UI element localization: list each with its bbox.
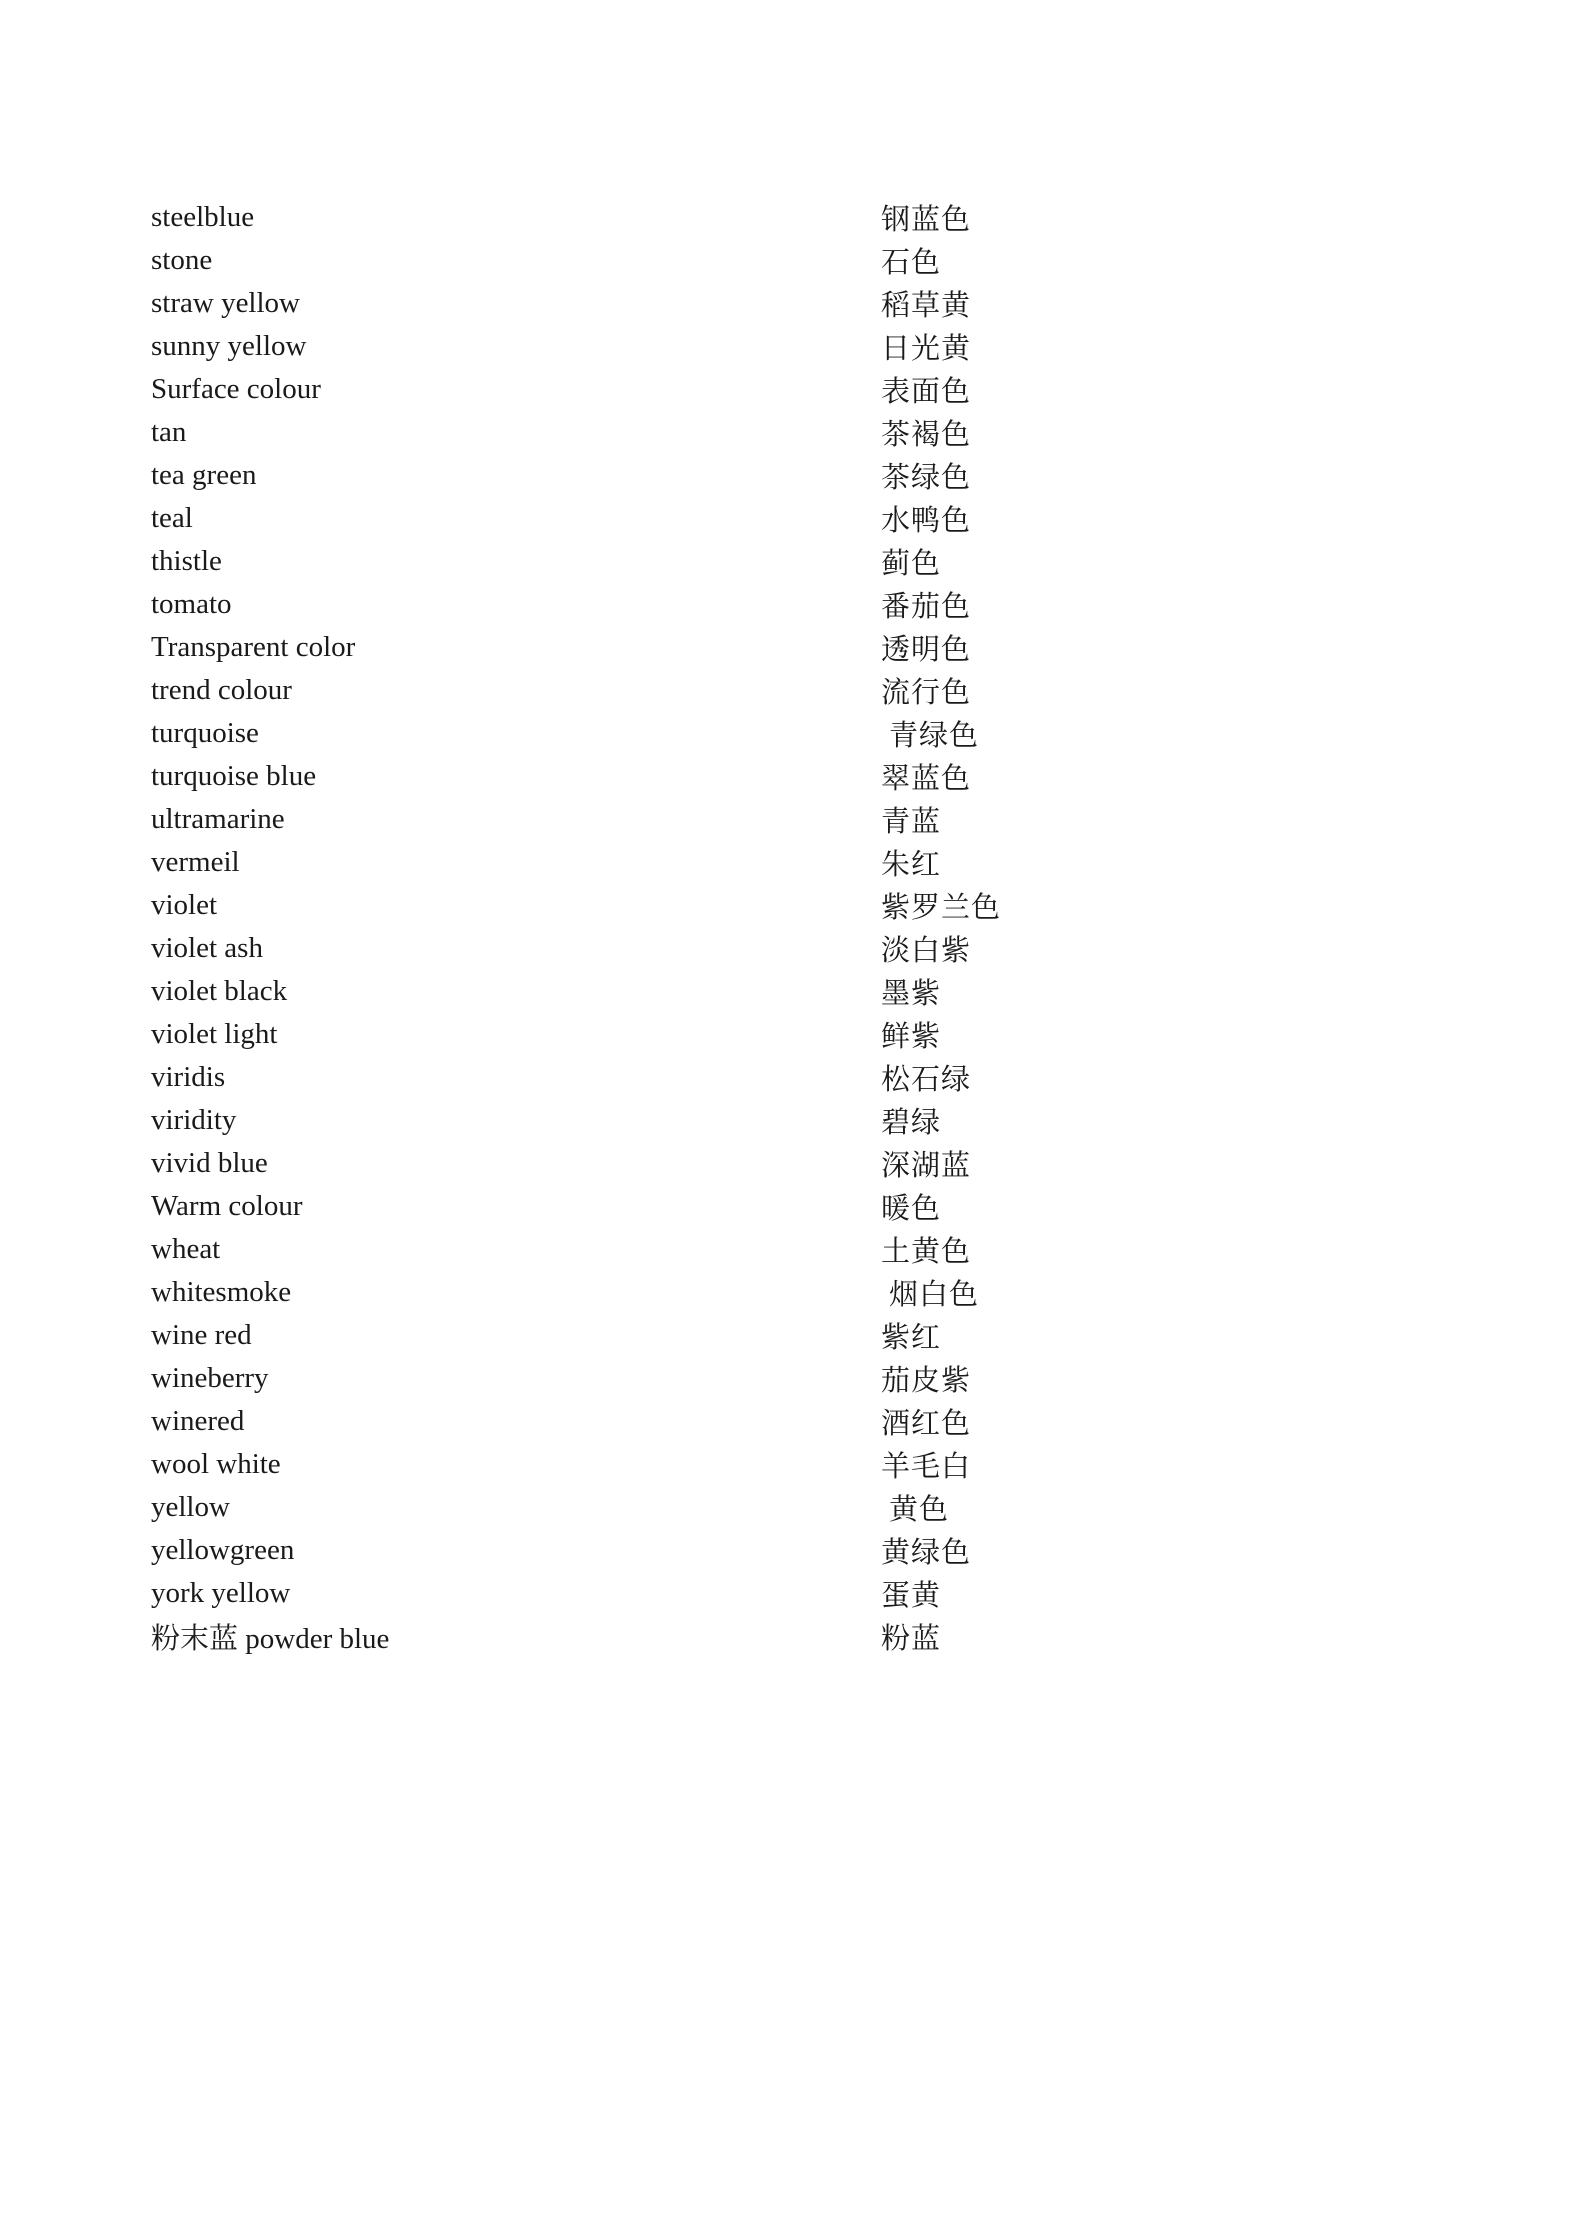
glossary-row xyxy=(151,239,1051,282)
glossary-row xyxy=(151,497,1051,540)
glossary-row xyxy=(151,1357,1051,1400)
english-term: yellowgreen xyxy=(151,1534,295,1566)
glossary-row xyxy=(151,1013,1051,1056)
chinese-term: 表面色 xyxy=(881,374,972,408)
chinese-term: 羊毛白 xyxy=(881,1449,972,1483)
chinese-term: 酒红色 xyxy=(881,1406,972,1440)
english-term: viridity xyxy=(151,1104,237,1136)
chinese-term: 蛋黄 xyxy=(881,1578,942,1612)
english-term: teal xyxy=(151,502,193,534)
english-term: violet black xyxy=(151,975,288,1007)
english-term: violet xyxy=(151,889,218,921)
english-term: tomato xyxy=(151,588,232,620)
chinese-term: 茶绿色 xyxy=(881,460,972,494)
english-term: wine red xyxy=(151,1319,252,1351)
glossary-row xyxy=(151,196,1051,239)
chinese-term: 流行色 xyxy=(881,675,972,709)
glossary-row xyxy=(151,669,1051,712)
glossary-row xyxy=(151,1443,1051,1486)
english-term: thistle xyxy=(151,545,222,577)
english-term: trend colour xyxy=(151,674,292,706)
glossary-row xyxy=(151,1228,1051,1271)
english-term: tea green xyxy=(151,459,257,491)
glossary-row xyxy=(151,1486,1051,1529)
english-term: Surface colour xyxy=(151,373,321,405)
glossary-row xyxy=(151,1400,1051,1443)
glossary-row xyxy=(151,1271,1051,1314)
chinese-term: 青绿色 xyxy=(889,718,980,752)
chinese-term: 松石绿 xyxy=(881,1062,972,1096)
english-term: Transparent color xyxy=(151,631,356,663)
glossary-row xyxy=(151,1056,1051,1099)
chinese-term: 钢蓝色 xyxy=(881,202,972,236)
english-term: whitesmoke xyxy=(151,1276,292,1308)
chinese-term: 深湖蓝 xyxy=(881,1148,972,1182)
chinese-term: 墨紫 xyxy=(881,976,942,1010)
chinese-term: 暖色 xyxy=(881,1191,942,1225)
chinese-term: 黄绿色 xyxy=(881,1535,972,1569)
glossary-row xyxy=(151,454,1051,497)
glossary-row xyxy=(151,1615,1051,1658)
english-term: winered xyxy=(151,1405,245,1437)
chinese-term: 茶褐色 xyxy=(881,417,972,451)
english-term: yellow xyxy=(151,1491,230,1523)
glossary-row xyxy=(151,626,1051,669)
glossary-row xyxy=(151,583,1051,626)
english-term: straw yellow xyxy=(151,287,300,319)
chinese-term: 粉蓝 xyxy=(881,1621,942,1655)
english-term: viridis xyxy=(151,1061,226,1093)
english-term: ultramarine xyxy=(151,803,285,835)
glossary-row xyxy=(151,798,1051,841)
english-term: turquoise xyxy=(151,717,259,749)
english-term: wineberry xyxy=(151,1362,269,1394)
glossary-row xyxy=(151,927,1051,970)
english-term: steelblue xyxy=(151,201,255,233)
english-term: tan xyxy=(151,416,187,448)
chinese-term: 水鸭色 xyxy=(881,503,972,537)
chinese-term: 石色 xyxy=(881,245,942,279)
glossary-row xyxy=(151,1529,1051,1572)
chinese-term: 朱红 xyxy=(881,847,942,881)
glossary-row xyxy=(151,841,1051,884)
english-term: turquoise blue xyxy=(151,760,317,792)
chinese-term: 翠蓝色 xyxy=(881,761,972,795)
glossary-row xyxy=(151,411,1051,454)
glossary-row xyxy=(151,755,1051,798)
chinese-term: 稻草黄 xyxy=(881,288,972,322)
glossary-row xyxy=(151,282,1051,325)
glossary-row xyxy=(151,325,1051,368)
english-term: 粉末蓝 powder blue xyxy=(151,1623,390,1655)
glossary-row xyxy=(151,970,1051,1013)
chinese-term: 透明色 xyxy=(881,632,972,666)
english-term: violet light xyxy=(151,1018,278,1050)
english-term: stone xyxy=(151,244,213,276)
glossary-row xyxy=(151,1572,1051,1615)
chinese-term: 烟白色 xyxy=(889,1277,980,1311)
glossary-row xyxy=(151,368,1051,411)
english-term: violet ash xyxy=(151,932,263,964)
chinese-term: 紫红 xyxy=(881,1320,942,1354)
english-term: york yellow xyxy=(151,1577,291,1609)
chinese-term: 黄色 xyxy=(889,1492,950,1526)
glossary-row xyxy=(151,1185,1051,1228)
chinese-term: 番茄色 xyxy=(881,589,972,623)
chinese-term: 日光黄 xyxy=(881,331,972,365)
glossary-row xyxy=(151,1099,1051,1142)
chinese-term: 青蓝 xyxy=(881,804,942,838)
glossary-row xyxy=(151,884,1051,927)
english-term: vivid blue xyxy=(151,1147,268,1179)
english-term: Warm colour xyxy=(151,1190,303,1222)
color-glossary xyxy=(151,196,1051,1658)
glossary-row xyxy=(151,1142,1051,1185)
chinese-term: 蓟色 xyxy=(881,546,942,580)
chinese-term: 茄皮紫 xyxy=(881,1363,972,1397)
chinese-term: 碧绿 xyxy=(881,1105,942,1139)
glossary-row xyxy=(151,540,1051,583)
english-term: sunny yellow xyxy=(151,330,307,362)
glossary-row xyxy=(151,712,1051,755)
english-term: vermeil xyxy=(151,846,240,878)
chinese-term: 淡白紫 xyxy=(881,933,972,967)
english-term: wheat xyxy=(151,1233,221,1265)
chinese-term: 紫罗兰色 xyxy=(881,890,1002,924)
english-term: wool white xyxy=(151,1448,281,1480)
chinese-term: 土黄色 xyxy=(881,1234,972,1268)
chinese-term: 鲜紫 xyxy=(881,1019,942,1053)
glossary-row xyxy=(151,1314,1051,1357)
